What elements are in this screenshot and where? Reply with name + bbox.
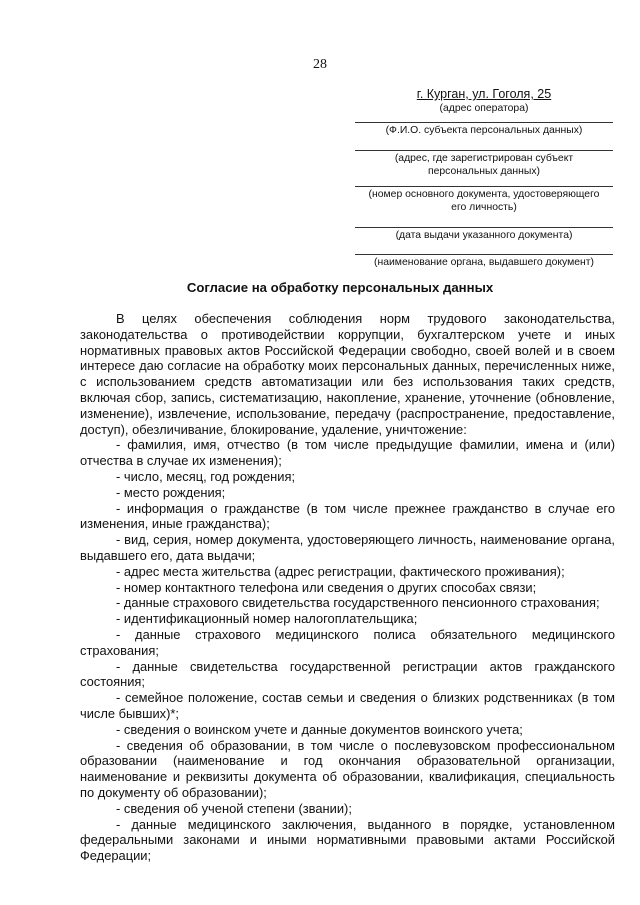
document-title: Согласие на обработку персональных данных — [186, 280, 494, 295]
operator-address-caption: (адрес оператора) — [439, 103, 529, 114]
document-number-field — [355, 186, 613, 214]
list-item: - сведения о воинском учете и данные документов воинского учета; — [116, 721, 523, 737]
list-item: - данные страхового свидетельства государственного пенсионного страхования; — [116, 595, 600, 611]
list-item: - данные страхового медицинского полиса обязательного медицинского страхования; — [80, 626, 615, 658]
registration-address-field — [355, 150, 613, 178]
page-number: 28 — [313, 57, 327, 72]
list-item: - сведения об ученой степени (звании); — [116, 800, 352, 816]
list-item: - информация о гражданстве (в том числе прежнее гражданство в случае его изменения, иные гражданства); — [80, 500, 615, 532]
consent-body — [80, 311, 615, 864]
operator-address-field — [380, 87, 588, 115]
list-item: - число, месяц, год рождения; — [116, 468, 296, 484]
issue-date-field — [355, 227, 613, 242]
list-item: - фамилия, имя, отчество (в том числе предыдущие фамилии, имена и (или) отчества в случае их изменения); — [80, 437, 615, 469]
intro-paragraph: В целях обеспечения соблюдения норм трудового законодательства, законодательства о противодействии коррупции, бухгалтерском учете и иных нормативных правовых актов Российской Федерации свободно, своей волей и в своем интересе даю согласие на обработку моих персональных данных, перечисленных ниже, с использованием средств автоматизации или без использования таких средств, включая сбор, запись, систематизацию, накопление, хранение, уточнение (обновление, изменение), извлечение, использование, передачу (распространение, предоставление, доступ), обезличивание, блокирование, удаление, уничтожение: — [80, 311, 615, 437]
list-item: - данные свидетельства государственной регистрации актов гражданского состояния; — [80, 658, 615, 690]
list-item: - семейное положение, состав семьи и сведения о близких родственниках (в том числе бывших)*; — [80, 690, 615, 721]
document-number-caption: (номер основного документа, удостоверяющего его личность) — [368, 189, 600, 213]
list-item: - адрес места жительства (адрес регистрации, фактического проживания); — [116, 563, 565, 579]
list-item: - номер контактного телефона или сведения о других способах связи; — [116, 579, 537, 595]
document-number-line — [355, 186, 613, 187]
subject-name-field — [355, 122, 613, 137]
list-item: - место рождения; — [116, 484, 226, 500]
subject-name-caption: (Ф.И.О. субъекта персональных данных) — [385, 125, 583, 136]
issuing-authority-field — [355, 254, 613, 269]
list-item: - сведения об образовании, в том числе о послевузовском профессиональном образовании (наименование и год окончания образовательной организации, наименование и реквизиты документа об образовании, квалификация, специальность по документу об образовании); — [80, 737, 615, 800]
registration-address-line — [355, 150, 613, 151]
issue-date-line — [355, 227, 613, 228]
issuing-authority-caption: (наименование органа, выдавшего документ) — [374, 257, 594, 268]
operator-address-value: г. Курган, ул. Гоголя, 25 — [416, 87, 552, 101]
issue-date-caption: (дата выдачи указанного документа) — [395, 230, 573, 241]
list-item: - идентификационный номер налогоплательщика; — [116, 611, 418, 627]
issuing-authority-line — [355, 254, 613, 255]
list-item: - данные медицинского заключения, выданного в порядке, установленном федеральными законами и иными нормативными правовыми актами Российской Федерации; — [80, 816, 615, 864]
list-item: - вид, серия, номер документа, удостоверяющего личность, наименование органа, выдавшего его, дата выдачи; — [80, 532, 615, 563]
subject-name-line — [355, 122, 613, 123]
registration-address-caption: (адрес, где зарегистрирован субъект персональных данных) — [394, 153, 574, 177]
